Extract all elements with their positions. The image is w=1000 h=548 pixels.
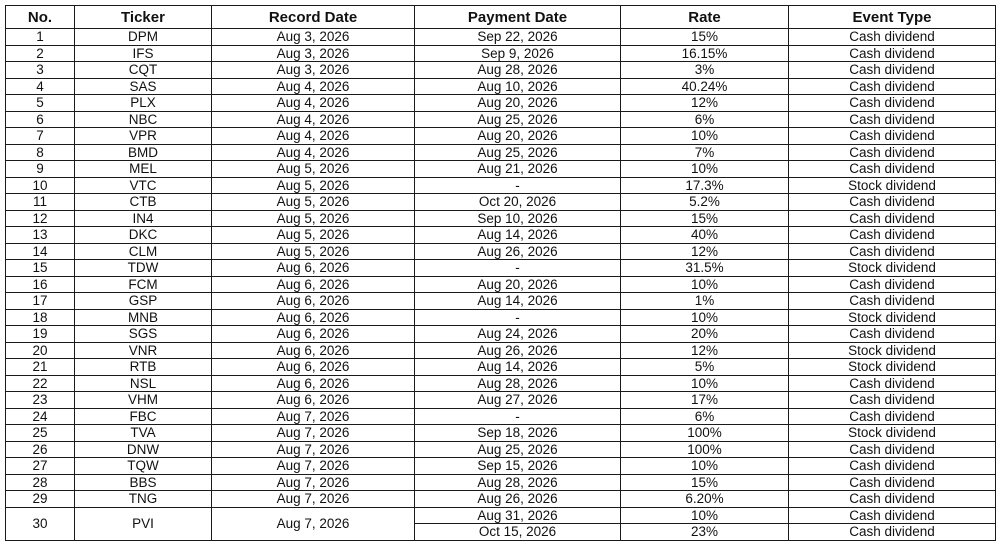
- cell-record-date: Aug 6, 2026: [212, 392, 415, 409]
- cell-rate: 17.3%: [621, 177, 789, 194]
- cell-no: 22: [6, 375, 75, 392]
- header-event-type: Event Type: [789, 6, 996, 29]
- cell-ticker: NSL: [75, 375, 212, 392]
- cell-payment-date: Sep 15, 2026: [415, 458, 621, 475]
- cell-ticker: IN4: [75, 210, 212, 227]
- cell-ticker: VPR: [75, 128, 212, 145]
- cell-event-type: Cash dividend: [789, 78, 996, 95]
- cell-no: 28: [6, 474, 75, 491]
- table-row: [6, 474, 996, 491]
- cell-no: 9: [6, 161, 75, 178]
- cell-payment-date: -: [415, 260, 621, 277]
- cell-rate: 20%: [621, 326, 789, 343]
- cell-record-date: Aug 7, 2026: [212, 425, 415, 442]
- cell-rate: 100%: [621, 425, 789, 442]
- cell-payment-date: Aug 14, 2026: [415, 293, 621, 310]
- cell-payment-date: Oct 20, 2026: [415, 194, 621, 211]
- cell-ticker: BBS: [75, 474, 212, 491]
- header-payment-date: Payment Date: [415, 6, 621, 29]
- cell-payment-date: -: [415, 408, 621, 425]
- cell-rate: 10%: [621, 128, 789, 145]
- cell-rate: 40%: [621, 227, 789, 244]
- cell-rate: 16.15%: [621, 45, 789, 62]
- table-row: [6, 309, 996, 326]
- cell-payment-date: Aug 28, 2026: [415, 62, 621, 79]
- cell-ticker: DKC: [75, 227, 212, 244]
- table-row: [6, 408, 996, 425]
- cell-rate: 1%: [621, 293, 789, 310]
- cell-payment-date: Aug 14, 2026: [415, 359, 621, 376]
- cell-record-date: Aug 5, 2026: [212, 194, 415, 211]
- cell-record-date: Aug 7, 2026: [212, 441, 415, 458]
- cell-rate: 23%: [621, 524, 789, 541]
- cell-rate: 6%: [621, 408, 789, 425]
- cell-no: 1: [6, 29, 75, 46]
- table-row: [6, 359, 996, 376]
- cell-event-type: Cash dividend: [789, 392, 996, 409]
- cell-payment-date: Aug 21, 2026: [415, 161, 621, 178]
- cell-rate: 12%: [621, 342, 789, 359]
- cell-no: 15: [6, 260, 75, 277]
- cell-record-date: Aug 7, 2026: [212, 408, 415, 425]
- cell-ticker: FBC: [75, 408, 212, 425]
- cell-payment-date: Aug 14, 2026: [415, 227, 621, 244]
- table-row: [6, 326, 996, 343]
- table-row: [6, 177, 996, 194]
- cell-record-date: Aug 3, 2026: [212, 45, 415, 62]
- cell-payment-date: Sep 9, 2026: [415, 45, 621, 62]
- cell-event-type: Cash dividend: [789, 408, 996, 425]
- cell-event-type: Stock dividend: [789, 342, 996, 359]
- cell-event-type: Cash dividend: [789, 474, 996, 491]
- table-header-row: [6, 6, 996, 29]
- cell-no: 10: [6, 177, 75, 194]
- cell-payment-date: Aug 26, 2026: [415, 243, 621, 260]
- cell-ticker: VTC: [75, 177, 212, 194]
- cell-event-type: Stock dividend: [789, 309, 996, 326]
- cell-record-date: Aug 5, 2026: [212, 227, 415, 244]
- dividend-schedule: [5, 5, 995, 541]
- cell-payment-date: Aug 31, 2026: [415, 507, 621, 524]
- cell-ticker: MEL: [75, 161, 212, 178]
- cell-event-type: Cash dividend: [789, 507, 996, 524]
- cell-record-date: Aug 6, 2026: [212, 342, 415, 359]
- cell-event-type: Stock dividend: [789, 260, 996, 277]
- cell-no: 17: [6, 293, 75, 310]
- cell-no: 24: [6, 408, 75, 425]
- cell-event-type: Cash dividend: [789, 293, 996, 310]
- cell-event-type: Cash dividend: [789, 210, 996, 227]
- cell-ticker: DPM: [75, 29, 212, 46]
- cell-record-date: Aug 4, 2026: [212, 111, 415, 128]
- cell-rate: 10%: [621, 507, 789, 524]
- cell-event-type: Cash dividend: [789, 128, 996, 145]
- cell-record-date: Aug 6, 2026: [212, 326, 415, 343]
- cell-rate: 5%: [621, 359, 789, 376]
- cell-no: 23: [6, 392, 75, 409]
- cell-ticker: IFS: [75, 45, 212, 62]
- cell-rate: 15%: [621, 210, 789, 227]
- table-row: [6, 45, 996, 62]
- cell-rate: 5.2%: [621, 194, 789, 211]
- cell-no: 30: [6, 507, 75, 540]
- cell-ticker: SAS: [75, 78, 212, 95]
- cell-no: 26: [6, 441, 75, 458]
- cell-payment-date: Aug 25, 2026: [415, 441, 621, 458]
- cell-rate: 6%: [621, 111, 789, 128]
- cell-no: 13: [6, 227, 75, 244]
- cell-no: 20: [6, 342, 75, 359]
- cell-record-date: Aug 5, 2026: [212, 210, 415, 227]
- cell-record-date: Aug 6, 2026: [212, 276, 415, 293]
- cell-record-date: Aug 4, 2026: [212, 144, 415, 161]
- cell-ticker: TNG: [75, 491, 212, 508]
- cell-no: 25: [6, 425, 75, 442]
- cell-no: 7: [6, 128, 75, 145]
- cell-payment-date: Aug 20, 2026: [415, 276, 621, 293]
- cell-event-type: Cash dividend: [789, 326, 996, 343]
- cell-ticker: SGS: [75, 326, 212, 343]
- cell-rate: 15%: [621, 474, 789, 491]
- cell-payment-date: Aug 28, 2026: [415, 474, 621, 491]
- cell-payment-date: Aug 24, 2026: [415, 326, 621, 343]
- table-row: [6, 458, 996, 475]
- cell-rate: 10%: [621, 161, 789, 178]
- table-row: [6, 62, 996, 79]
- table-row: [6, 210, 996, 227]
- cell-ticker: TDW: [75, 260, 212, 277]
- cell-no: 2: [6, 45, 75, 62]
- header-rate: Rate: [621, 6, 789, 29]
- cell-rate: 15%: [621, 29, 789, 46]
- cell-event-type: Cash dividend: [789, 194, 996, 211]
- table-row: [6, 194, 996, 211]
- table-row: [6, 342, 996, 359]
- table-row: [6, 144, 996, 161]
- table-row: [6, 78, 996, 95]
- cell-payment-date: Aug 28, 2026: [415, 375, 621, 392]
- cell-record-date: Aug 4, 2026: [212, 95, 415, 112]
- table-row: [6, 293, 996, 310]
- cell-event-type: Cash dividend: [789, 458, 996, 475]
- dividend-table: [5, 5, 996, 541]
- cell-payment-date: Aug 25, 2026: [415, 111, 621, 128]
- cell-no: 8: [6, 144, 75, 161]
- cell-rate: 10%: [621, 309, 789, 326]
- table-body: [6, 29, 996, 541]
- cell-event-type: Cash dividend: [789, 441, 996, 458]
- cell-event-type: Cash dividend: [789, 111, 996, 128]
- cell-record-date: Aug 3, 2026: [212, 29, 415, 46]
- table-row: [6, 111, 996, 128]
- cell-event-type: Stock dividend: [789, 177, 996, 194]
- table-row: [6, 227, 996, 244]
- cell-rate: 40.24%: [621, 78, 789, 95]
- cell-no: 18: [6, 309, 75, 326]
- cell-event-type: Cash dividend: [789, 29, 996, 46]
- cell-event-type: Stock dividend: [789, 359, 996, 376]
- cell-rate: 17%: [621, 392, 789, 409]
- cell-record-date: Aug 5, 2026: [212, 243, 415, 260]
- cell-ticker: MNB: [75, 309, 212, 326]
- cell-event-type: Cash dividend: [789, 144, 996, 161]
- cell-record-date: Aug 7, 2026: [212, 458, 415, 475]
- cell-rate: 6.20%: [621, 491, 789, 508]
- table-row: [6, 243, 996, 260]
- cell-record-date: Aug 6, 2026: [212, 260, 415, 277]
- cell-record-date: Aug 6, 2026: [212, 375, 415, 392]
- cell-event-type: Cash dividend: [789, 45, 996, 62]
- table-row: [6, 507, 996, 524]
- cell-payment-date: Sep 10, 2026: [415, 210, 621, 227]
- cell-payment-date: Aug 27, 2026: [415, 392, 621, 409]
- cell-ticker: CLM: [75, 243, 212, 260]
- cell-no: 3: [6, 62, 75, 79]
- cell-event-type: Stock dividend: [789, 425, 996, 442]
- cell-ticker: VHM: [75, 392, 212, 409]
- cell-rate: 10%: [621, 375, 789, 392]
- table-row: [6, 392, 996, 409]
- cell-no: 14: [6, 243, 75, 260]
- cell-record-date: Aug 5, 2026: [212, 161, 415, 178]
- cell-event-type: Cash dividend: [789, 491, 996, 508]
- cell-event-type: Cash dividend: [789, 276, 996, 293]
- cell-ticker: CQT: [75, 62, 212, 79]
- cell-ticker: FCM: [75, 276, 212, 293]
- cell-payment-date: Aug 25, 2026: [415, 144, 621, 161]
- cell-rate: 3%: [621, 62, 789, 79]
- cell-record-date: Aug 7, 2026: [212, 474, 415, 491]
- header-no: No.: [6, 6, 75, 29]
- cell-event-type: Cash dividend: [789, 95, 996, 112]
- cell-record-date: Aug 6, 2026: [212, 309, 415, 326]
- cell-no: 29: [6, 491, 75, 508]
- table-row: [6, 128, 996, 145]
- cell-ticker: PVI: [75, 507, 212, 540]
- cell-ticker: BMD: [75, 144, 212, 161]
- table-row: [6, 29, 996, 46]
- cell-payment-date: Aug 20, 2026: [415, 95, 621, 112]
- header-record-date: Record Date: [212, 6, 415, 29]
- cell-ticker: CTB: [75, 194, 212, 211]
- cell-payment-date: Aug 26, 2026: [415, 342, 621, 359]
- table-row: [6, 375, 996, 392]
- cell-payment-date: Aug 10, 2026: [415, 78, 621, 95]
- cell-no: 12: [6, 210, 75, 227]
- cell-rate: 10%: [621, 458, 789, 475]
- cell-event-type: Cash dividend: [789, 243, 996, 260]
- cell-rate: 100%: [621, 441, 789, 458]
- cell-payment-date: Sep 18, 2026: [415, 425, 621, 442]
- cell-record-date: Aug 4, 2026: [212, 128, 415, 145]
- cell-rate: 10%: [621, 276, 789, 293]
- cell-event-type: Cash dividend: [789, 227, 996, 244]
- cell-event-type: Cash dividend: [789, 524, 996, 541]
- cell-payment-date: Aug 20, 2026: [415, 128, 621, 145]
- table-row: [6, 491, 996, 508]
- cell-no: 5: [6, 95, 75, 112]
- cell-record-date: Aug 5, 2026: [212, 177, 415, 194]
- cell-event-type: Cash dividend: [789, 62, 996, 79]
- cell-ticker: PLX: [75, 95, 212, 112]
- cell-payment-date: -: [415, 177, 621, 194]
- cell-no: 4: [6, 78, 75, 95]
- cell-no: 27: [6, 458, 75, 475]
- cell-no: 16: [6, 276, 75, 293]
- cell-rate: 7%: [621, 144, 789, 161]
- cell-record-date: Aug 6, 2026: [212, 293, 415, 310]
- cell-ticker: VNR: [75, 342, 212, 359]
- cell-rate: 12%: [621, 243, 789, 260]
- cell-no: 19: [6, 326, 75, 343]
- cell-event-type: Cash dividend: [789, 375, 996, 392]
- table-row: [6, 276, 996, 293]
- cell-ticker: TQW: [75, 458, 212, 475]
- table-row: [6, 441, 996, 458]
- table-row: [6, 425, 996, 442]
- table-row: [6, 95, 996, 112]
- cell-no: 11: [6, 194, 75, 211]
- cell-event-type: Cash dividend: [789, 161, 996, 178]
- cell-record-date: Aug 3, 2026: [212, 62, 415, 79]
- cell-ticker: TVA: [75, 425, 212, 442]
- cell-no: 6: [6, 111, 75, 128]
- cell-record-date: Aug 4, 2026: [212, 78, 415, 95]
- cell-ticker: NBC: [75, 111, 212, 128]
- cell-payment-date: Sep 22, 2026: [415, 29, 621, 46]
- cell-payment-date: -: [415, 309, 621, 326]
- cell-ticker: RTB: [75, 359, 212, 376]
- cell-rate: 31.5%: [621, 260, 789, 277]
- table-row: [6, 161, 996, 178]
- cell-payment-date: Oct 15, 2026: [415, 524, 621, 541]
- cell-ticker: DNW: [75, 441, 212, 458]
- cell-payment-date: Aug 26, 2026: [415, 491, 621, 508]
- cell-record-date: Aug 6, 2026: [212, 359, 415, 376]
- cell-rate: 12%: [621, 95, 789, 112]
- table-row: [6, 260, 996, 277]
- cell-ticker: GSP: [75, 293, 212, 310]
- cell-record-date: Aug 7, 2026: [212, 507, 415, 540]
- header-ticker: Ticker: [75, 6, 212, 29]
- cell-no: 21: [6, 359, 75, 376]
- cell-record-date: Aug 7, 2026: [212, 491, 415, 508]
